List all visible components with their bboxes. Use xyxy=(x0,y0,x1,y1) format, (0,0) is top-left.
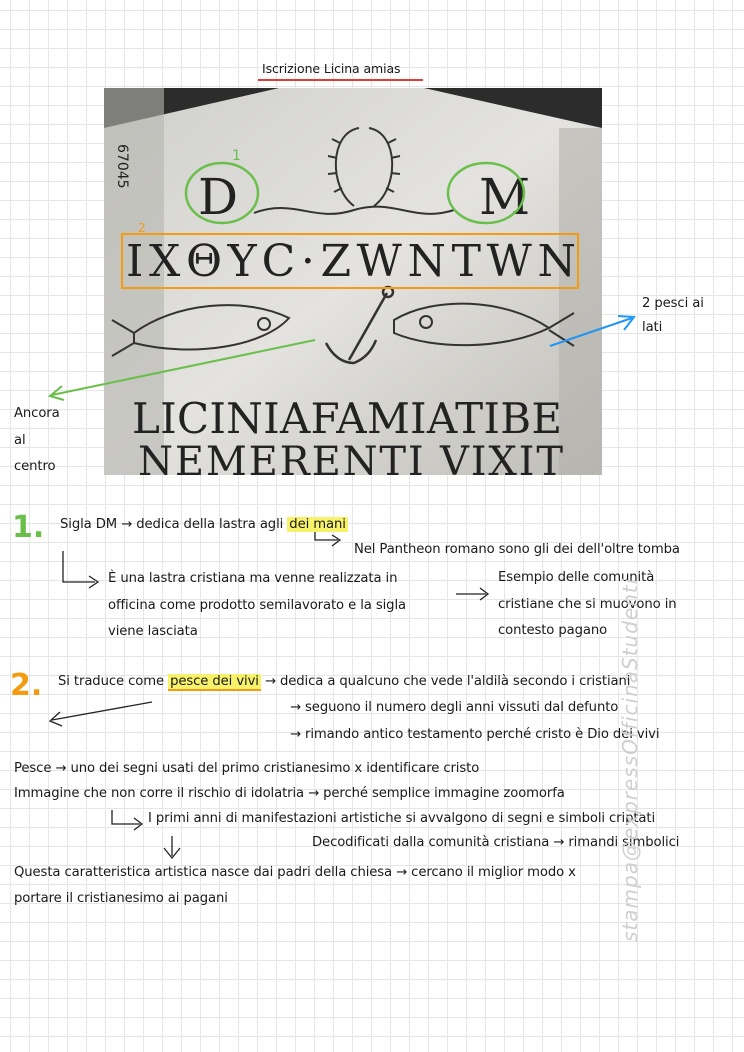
section-3-line3: I primi anni di manifestazioni artistiche si avvalgono di segni e simboli criptati xyxy=(148,811,656,826)
section-1-line2: Nel Pantheon romano sono gli dei dell'oltre tomba xyxy=(354,542,680,557)
section-3-line4: Decodificati dalla comunità cristiana → rimandi simbolici xyxy=(312,835,680,850)
edge-numbers: 67045 xyxy=(114,144,130,189)
note-two-fish-line2: lati xyxy=(642,320,663,335)
watermark: stampa@expressOfficinaStudenti xyxy=(618,577,642,942)
section-3-line1: Pesce → uno dei segni usati del primo cristianesimo x identificare cristo xyxy=(14,761,480,776)
letter-d: D xyxy=(198,168,239,226)
section-1-number: 1. xyxy=(12,510,45,545)
section-2-line1-rest: → dedica a qualcuno che vede l'aldilà secondo i cristiani xyxy=(260,674,631,689)
section-3-line5: Questa caratteristica artistica nasce dai padri della chiesa → cercano il miglior modo x xyxy=(14,865,576,880)
section-2-line2: → seguono il numero degli anni vissuti dal defunto xyxy=(290,700,619,715)
section-2-line1-text: Si traduce come xyxy=(58,674,169,689)
section-1-line1 xyxy=(60,517,348,532)
page-title: Iscrizione Licina amias xyxy=(262,61,401,76)
section-1-left-block-line1: È una lastra cristiana ma venne realizzata in xyxy=(108,571,398,586)
section-2-number: 2. xyxy=(10,668,43,703)
highlight-pesce-dei-vivi: pesce dei vivi xyxy=(170,674,259,689)
note-two-fish-line1: 2 pesci ai xyxy=(642,296,704,311)
note-anchor-line1: Ancora xyxy=(14,406,60,421)
inscription-line-2: LICINIAFAMIATIBE xyxy=(132,394,562,443)
note-anchor-line2: al xyxy=(14,433,26,448)
marker-2: 2 xyxy=(138,221,146,235)
section-1-line1-text: Sigla DM → dedica della lastra agli xyxy=(60,517,288,532)
section-1-right-block-line3: contesto pagano xyxy=(498,623,608,638)
section-1-left-block-line2: officina come prodotto semilavorato e la sigla xyxy=(108,598,406,613)
section-2-line3: → rimando antico testamento perché cristo è Dio dei vivi xyxy=(290,727,660,742)
inscription-line-3: NEMERENTI VIXIT xyxy=(138,439,563,475)
section-3-line6: portare il cristianesimo ai pagani xyxy=(14,891,228,906)
note-anchor-line3: centro xyxy=(14,459,56,474)
letter-m: M xyxy=(479,168,531,226)
section-2-line1 xyxy=(58,674,630,689)
marker-1: 1 xyxy=(232,148,241,164)
highlight-dei-mani: dei mani xyxy=(289,517,346,532)
section-3-line2: Immagine che non corre il rischio di idolatria → perché semplice immagine zoomorfa xyxy=(14,786,565,801)
section-1-right-block-line1: Esempio delle comunità xyxy=(498,570,655,585)
ichthys-line: IXΘYC·ZWNTWN xyxy=(126,236,576,287)
section-1-right-block-line2: cristiane che si muovono in xyxy=(498,597,677,612)
section-1-left-block-line3: viene lasciata xyxy=(108,624,198,639)
